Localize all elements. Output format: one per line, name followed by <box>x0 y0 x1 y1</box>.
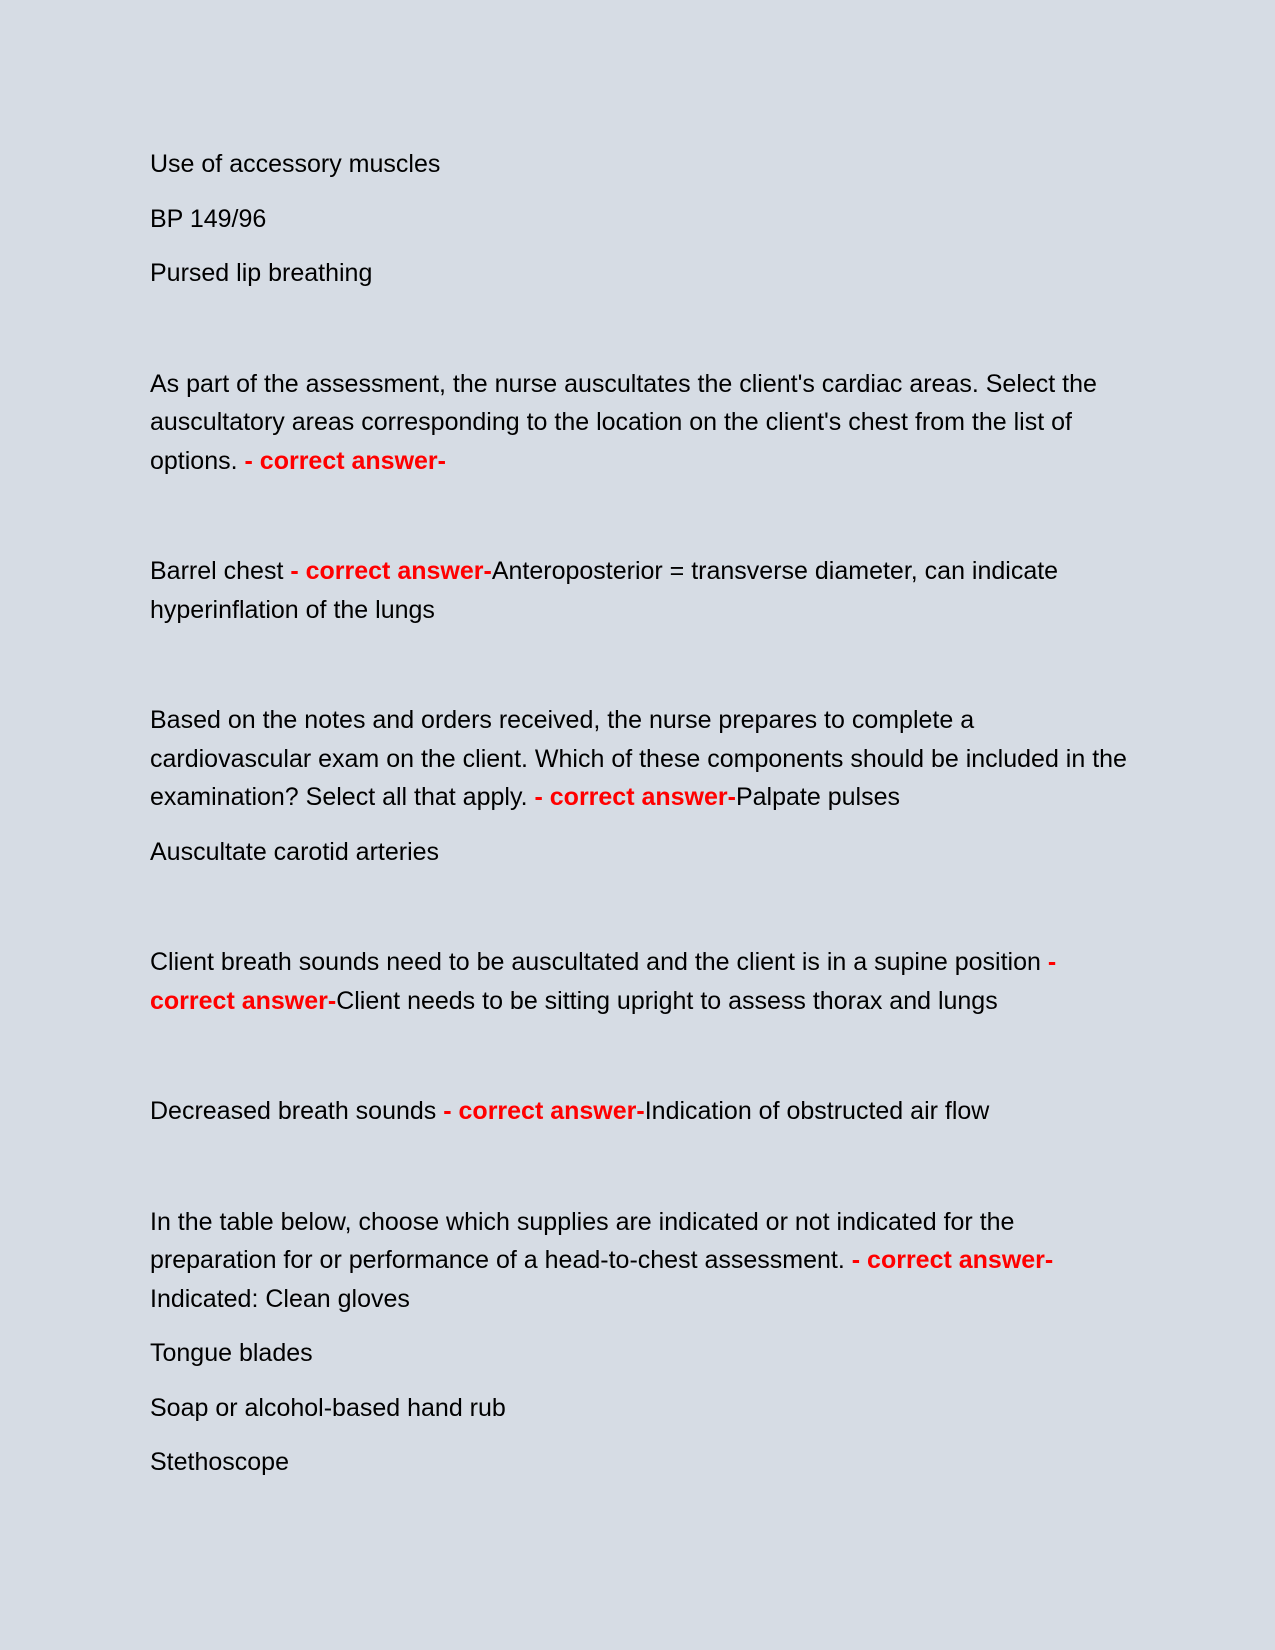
question-text: Client breath sounds need to be auscultated and the client is in a supine position <box>150 948 1041 976</box>
answer-text: Client needs to be sitting upright to assess thorax and lungs <box>336 986 998 1015</box>
supply-item: Soap or alcohol-based hand rub <box>150 1393 506 1422</box>
question-text: In the table below, choose which supplies are indicated or not indicated for the preparation for or performance of a head-to-chest assessment. <box>150 1207 1015 1274</box>
intro-line-accessory-muscles: Use of accessory muscles <box>150 150 441 178</box>
question-text: Based on the notes and orders received, the nurse prepares to complete a cardiovascular exam on the client. Which of these components should be included in the examination? Select all that apply. <box>150 706 1127 811</box>
question-text: Decreased breath sounds <box>150 1097 437 1125</box>
question-decreased-breath-sounds <box>150 1092 1135 1131</box>
supply-item: Tongue blades <box>150 1339 313 1367</box>
document-body <box>150 145 1135 1482</box>
correct-answer-marker: - correct answer- <box>443 1097 645 1125</box>
correct-answer-marker: - correct answer- <box>244 446 446 475</box>
intro-line-pursed-lip: Pursed lip breathing <box>150 259 373 287</box>
correct-answer-marker: - correct answer- <box>150 948 1057 1015</box>
answer-line-carotid: Auscultate carotid arteries <box>150 837 440 866</box>
question-supine-position <box>150 943 1135 1020</box>
supply-item: Stethoscope <box>150 1448 289 1476</box>
answer-text: Indication of obstructed air flow <box>644 1097 990 1125</box>
correct-answer-marker: - correct answer- <box>851 1246 1054 1274</box>
question-cardiovascular-exam <box>150 701 1135 817</box>
answer-text: Indicated: Clean gloves <box>150 1284 410 1313</box>
correct-answer-marker: - correct answer- <box>290 557 492 585</box>
question-barrel-chest <box>150 552 1135 629</box>
intro-line-bp: BP 149/96 <box>150 204 267 233</box>
question-text: Barrel chest <box>150 557 284 585</box>
question-supplies <box>150 1203 1135 1319</box>
answer-text: Palpate pulses <box>735 783 900 811</box>
question-text: As part of the assessment, the nurse auscultates the client's cardiac areas. Select the auscultatory areas corresponding to the location on the client's chest from the list of options. <box>150 369 1097 475</box>
correct-answer-marker: - correct answer- <box>534 783 736 811</box>
answer-text: Anteroposterior = transverse diameter, can indicate hyperinflation of the lungs <box>150 557 1059 624</box>
question-cardiac-areas <box>150 365 1135 481</box>
